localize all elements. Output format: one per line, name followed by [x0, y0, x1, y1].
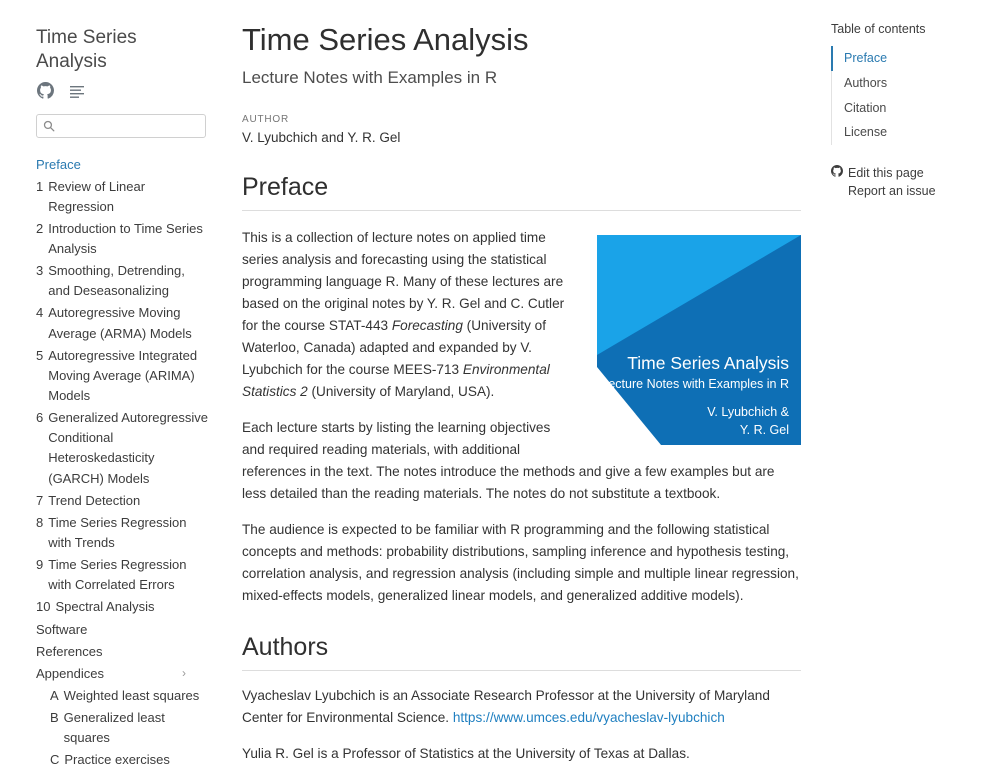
sidebar-item-appendix-c[interactable]	[36, 749, 208, 771]
sidebar-item-number: B	[50, 710, 59, 726]
author-1-link[interactable]: https://www.umces.edu/vyacheslav-lyubchich	[452, 709, 725, 725]
author-names: V. Lyubchich and Y. R. Gel	[242, 129, 401, 145]
sidebar-item-number: 2	[36, 220, 44, 236]
sidebar-item-6[interactable]	[36, 407, 208, 490]
sidebar-item-number: 1	[36, 178, 44, 194]
sidebar-item-label: Autoregressive Moving Average (ARMA) Models	[48, 305, 192, 341]
search-input[interactable]	[36, 114, 206, 138]
section-heading-authors: Authors	[242, 633, 801, 671]
sidebar-item-number: A	[50, 688, 59, 704]
sidebar-item-5[interactable]	[36, 345, 208, 407]
edit-this-page-link[interactable]	[831, 163, 984, 182]
authors-paragraph-1	[242, 685, 801, 729]
sidebar-item-number: C	[50, 752, 60, 768]
cover-shape-light	[597, 235, 801, 355]
right-toc-title: Table of contents	[831, 22, 926, 36]
preface-p1-part-a: This is a collection of lecture notes on applied time series analysis and forecasting using the statistical programming language R. Many of these lectures are based on the original notes by Y. R. Gel and C. Cutler for the course STAT-443	[242, 229, 565, 333]
sidebar-item-2[interactable]	[36, 218, 208, 260]
sidebar-item-label: Practice exercises	[64, 752, 170, 768]
sidebar-item-references[interactable]	[36, 641, 208, 663]
sidebar-item-label: Generalized Autoregressive Conditional Heteroskedasticity (GARCH) Models	[48, 410, 208, 486]
sidebar-item-number: 3	[36, 263, 44, 279]
right-toc-item-preface[interactable]: Preface	[831, 46, 984, 71]
authors-paragraph-2: Yulia R. Gel is a Professor of Statistics at the University of Texas at Dallas.	[242, 745, 690, 761]
sidebar-item-label: Time Series Regression with Trends	[48, 514, 187, 551]
sidebar-item-1[interactable]	[36, 176, 208, 218]
sidebar-item-label: Introduction to Time Series Analysis	[48, 220, 203, 257]
sidebar-item-9[interactable]	[36, 554, 208, 596]
cover-author-line-2: Y. R. Gel	[739, 422, 789, 437]
sidebar-item-label: Spectral Analysis	[55, 599, 155, 615]
list-icon[interactable]	[68, 82, 86, 100]
sidebar-item-label: Trend Detection	[48, 492, 141, 508]
sidebar-item-appendix-a[interactable]	[36, 685, 208, 707]
right-table-of-contents	[825, 0, 1000, 747]
sidebar-title: Time Series Analysis	[36, 27, 137, 72]
preface-p1-part-c: (University of Maryland, USA).	[307, 383, 495, 399]
preface-p1-part-b: (University of Waterloo, Canada) adapted and expanded by V. Lyubchich for the course MEES-713	[242, 317, 546, 377]
cover-graphic	[597, 235, 801, 445]
cover-title: Time Series Analysis	[627, 352, 789, 373]
sidebar-item-label: Weighted least squares	[63, 688, 200, 704]
sidebar-item-10[interactable]	[36, 596, 208, 618]
cover-author-line-1: V. Lyubchich &	[707, 404, 789, 419]
main-content	[228, 0, 825, 761]
sidebar-item-label: References	[36, 643, 103, 659]
right-toc-list	[831, 46, 984, 145]
chevron-right-icon[interactable]: ›	[182, 665, 186, 680]
sidebar-item-label: Review of Linear Regression	[48, 178, 146, 214]
sidebar-item-number: 7	[36, 492, 44, 508]
sidebar-item-label: Smoothing, Detrending, and Deseasonalizing	[48, 263, 185, 299]
page-title: Time Series Analysis	[242, 22, 529, 57]
sidebar-icon-row	[36, 82, 208, 100]
sidebar-item-number: 8	[36, 514, 44, 530]
author-1-text: Vyacheslav Lyubchich is an Associate Research Professor at the University of Maryland Center for Environmental Science.	[242, 687, 770, 725]
sidebar-item-label: Autoregressive Integrated Moving Average (ARIMA) Models	[48, 347, 198, 404]
github-icon[interactable]	[36, 82, 54, 100]
book-cover-image	[597, 235, 801, 445]
sidebar-item-8[interactable]	[36, 512, 208, 554]
cover-subtitle: Lecture Notes with Examples in R	[601, 376, 789, 391]
preface-p1-italic-2: Environmental Statistics 2	[242, 361, 550, 399]
preface-paragraph-3: The audience is expected to be familiar with R programming and the following statistical concepts and methods: probability distributions, sampling inference and hypothesis testing, correlation analysis, and regression analysis (including simple and multiple linear regression, mixed-effects models, generalized linear models, and generalized additive models).	[242, 521, 799, 603]
edit-this-page-label: Edit this page	[848, 165, 924, 180]
sidebar-item-number: 6	[36, 410, 44, 426]
sidebar-item-3[interactable]	[36, 260, 208, 302]
sidebar-item-software[interactable]	[36, 619, 208, 641]
report-an-issue-label: Report an issue	[848, 184, 936, 198]
section-heading-preface: Preface	[242, 173, 801, 211]
page-subtitle: Lecture Notes with Examples in R	[242, 67, 498, 87]
sidebar-item-4[interactable]	[36, 302, 208, 344]
sidebar-item-7[interactable]	[36, 490, 208, 512]
github-icon	[831, 165, 843, 180]
report-an-issue-link[interactable]	[831, 182, 984, 200]
sidebar-item-preface[interactable]	[36, 154, 208, 176]
sidebar	[0, 0, 228, 768]
sidebar-nav	[36, 154, 208, 772]
sidebar-item-number: 9	[36, 557, 44, 573]
preface-paragraph-2: Each lecture starts by listing the learning objectives and required reading materials, with additional references in the text. The notes introduce the methods and give a few examples but are less detailed than the reading materials. The notes do not substitute a textbook.	[242, 419, 775, 501]
sidebar-item-number: 5	[36, 347, 44, 363]
author-label: AUTHOR	[242, 113, 290, 125]
sidebar-item-label: Software	[36, 621, 88, 637]
sidebar-item-label: Preface	[36, 156, 81, 172]
sidebar-item-label: Time Series Regression with Correlated Errors	[48, 557, 187, 593]
right-toc-item-license[interactable]: License	[844, 125, 888, 140]
search-box[interactable]	[36, 114, 208, 138]
right-toc-item-citation[interactable]: Citation	[844, 100, 887, 115]
preface-p1-italic-1: Forecasting	[391, 317, 463, 333]
sidebar-item-label: Generalized least squares	[63, 710, 165, 746]
sidebar-item-label: Appendices	[36, 665, 104, 681]
right-toc-item-authors[interactable]: Authors	[844, 75, 888, 90]
sidebar-item-appendix-b[interactable]	[36, 707, 208, 749]
sidebar-item-appendices[interactable]	[36, 663, 208, 685]
sidebar-item-number: 4	[36, 305, 44, 321]
sidebar-item-number: 10	[36, 599, 51, 615]
